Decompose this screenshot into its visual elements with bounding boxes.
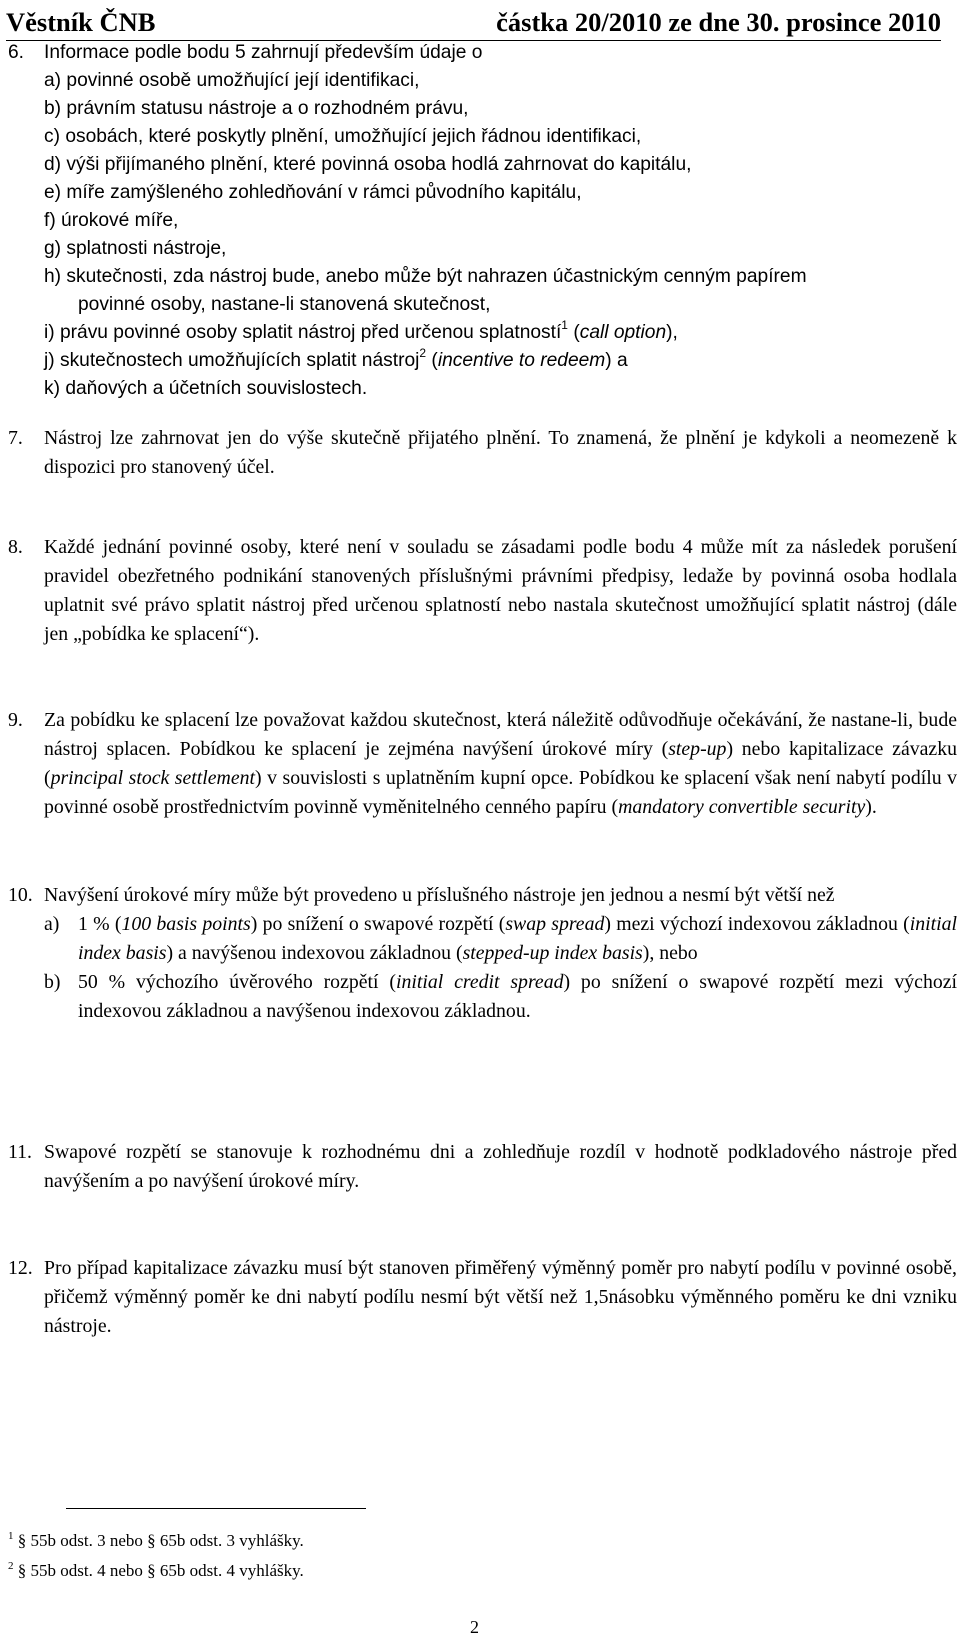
item-i-text: i) právu povinné osoby splatit nástroj před určenou splatností <box>44 322 562 343</box>
term-step-up: step-up <box>668 738 727 760</box>
s10-item-a <box>44 910 957 968</box>
item-b-part-1: 50 % výchozího úvěrového rozpětí ( <box>78 971 396 993</box>
section-sign-icon: § <box>17 1531 27 1550</box>
list-item-h: h) skutečnosti, zda nástroj bude, anebo může být nahrazen účastnickým cenným papírem <box>44 266 807 287</box>
item-b-part-2: ) po snížení o swapové rozpětí mezi výchozí indexovou základnou a navýšenou indexovou základnou. <box>78 971 958 1022</box>
list-item-b: b) právním statusu nástroje a o rozhodném právu, <box>44 98 469 119</box>
section-9-number: 9. <box>8 709 23 731</box>
s9-part-3: ) v souvislosti s uplatněním kupní opce. Pobídkou ke splacení však není nabytí podílu v povinné osobě prostřednictvím povinně vyměnitelného cenného papíru ( <box>44 767 958 818</box>
footnote-mark: 2 <box>8 1560 14 1572</box>
term-basis-points: 100 basis points <box>121 913 251 935</box>
item-j-end: ) a <box>605 350 628 371</box>
item-j-text: j) skutečnostech umožňujících splatit nástroj <box>44 350 420 371</box>
item-j-paren: ( <box>426 350 438 371</box>
list-item-k: k) daňových a účetních souvislostech. <box>44 378 368 399</box>
section-8-number: 8. <box>8 536 23 558</box>
list-item-a: a) povinné osobě umožňující její identifikaci, <box>44 70 420 91</box>
list-item-h-continued: povinné osoby, nastane-li stanovená skutečnost, <box>78 294 491 315</box>
page-header <box>6 6 941 41</box>
section-intro: Informace podle bodu 5 zahrnují především údaje o <box>44 42 483 63</box>
list-item-c: c) osobách, které poskytly plnění, umožňující jejich řádnou identifikaci, <box>44 126 642 147</box>
footnote-ref-2: 2 <box>419 346 427 360</box>
s10-item-b <box>44 968 957 1026</box>
term-initial-credit-spread: initial credit spread <box>395 971 564 993</box>
section-sign-icon: § <box>17 1561 27 1580</box>
item-a-label: a) <box>44 913 60 935</box>
item-b-label: b) <box>44 971 61 993</box>
section-7-text: Nástroj lze zahrnovat jen do výše skutečně přijatého plnění. To znamená, že plnění je kdykoli a neomezeně k dispozici pro stanovený účel. <box>44 427 957 478</box>
section-12-text: Pro případ kapitalizace závazku musí být stanoven přiměřený výměnný poměr pro nabytí podílu v povinné osobě, přičemž výměnný poměr ke dni nabytí podílu nesmí být větší než 1,5násobku výměnného poměru ke dni vzniku nástroje. <box>44 1257 957 1337</box>
footnote-ref-1: 1 <box>561 318 568 332</box>
term-initial-index-basis: initial index basis <box>78 913 957 964</box>
item-i-paren: ( <box>567 322 580 343</box>
item-a-part-3: ) mezi výchozí indexovou základnou ( <box>604 913 910 935</box>
section-10-text <box>44 881 957 1026</box>
section-8-text: Každé jednání povinné osoby, které není v souladu se zásadami podle bodu 4 může mít za následek porušení pravidel obezřetného podnikání stanovených příslušnými právními předpisy, ledaže by povinná osoba hodlala uplatnit své právo splatit nástroj před určenou splatností nebo nastala skutečnost umožňující splatit nástroj (dále jen „pobídka ke splacení“). <box>44 536 957 645</box>
item-a-part-5: ), nebo <box>642 942 698 964</box>
s10-intro: Navýšení úrokové míry může být provedeno u příslušného nástroje jen jednou a nesmí být větší než <box>44 884 835 906</box>
item-a-part-2: ) po snížení o swapové rozpětí ( <box>250 913 506 935</box>
list-item-i <box>44 320 678 346</box>
section-number: 6. <box>8 42 25 63</box>
footnote-1 <box>8 1531 304 1551</box>
section-11-text: Swapové rozpětí se stanovuje k rozhodnému dni a zohledňuje rozdíl v hodnotě podkladového nástroje před navýšením a po navýšení úrokové míry. <box>44 1141 957 1192</box>
section-12-number: 12. <box>8 1257 33 1279</box>
footnote-text: 55b odst. 3 nebo § 65b odst. 3 vyhlášky. <box>26 1531 304 1550</box>
page-number: 2 <box>470 1617 479 1637</box>
term-incentive-to-redeem: incentive to redeem <box>437 350 606 371</box>
footnote-text: 55b odst. 4 nebo § 65b odst. 4 vyhlášky. <box>26 1561 304 1580</box>
item-a-part-4: ) a navýšenou indexovou základnou ( <box>166 942 463 964</box>
term-call-option: call option <box>579 322 667 343</box>
term-principal-stock-settlement: principal stock settlement <box>50 767 256 789</box>
section-9-text <box>44 706 957 822</box>
term-stepped-up-index-basis: stepped-up index basis <box>462 942 643 964</box>
s9-part-4: ). <box>865 796 877 818</box>
section-7-number: 7. <box>8 427 23 449</box>
term-swap-spread: swap spread <box>505 913 605 935</box>
list-item-j <box>44 348 628 374</box>
list-item-g: g) splatnosti nástroje, <box>44 238 227 259</box>
s9-part-1: Za pobídku ke splacení lze považovat každou skutečnost, která náležitě odůvodňuje očekávání, že nastane-li, bude nástroj splacen. Pobídkou ke splacení je zejména navýšení úrokové míry ( <box>44 709 957 760</box>
s9-part-2: ) nebo kapitalizace závazku ( <box>44 738 957 789</box>
list-item-d: d) výši přijímaného plnění, které povinná osoba hodlá zahrnovat do kapitálu, <box>44 154 692 175</box>
item-i-end: ), <box>666 322 678 343</box>
journal-title: Věstník ČNB <box>6 7 156 37</box>
list-item-e: e) míře zamýšleného zohledňování v rámci původního kapitálu, <box>44 182 582 203</box>
footnote-mark: 1 <box>8 1530 14 1542</box>
issue-info: částka 20/2010 ze dne 30. prosince 2010 <box>496 7 941 37</box>
footnote-2 <box>8 1561 304 1581</box>
term-mandatory-convertible-security: mandatory convertible security <box>618 796 866 818</box>
section-10-number: 10. <box>8 884 33 906</box>
list-item-f: f) úrokové míře, <box>44 210 179 231</box>
footnote-separator <box>66 1508 366 1509</box>
section-11-number: 11. <box>8 1141 32 1163</box>
item-a-part-1: 1 % ( <box>78 913 122 935</box>
